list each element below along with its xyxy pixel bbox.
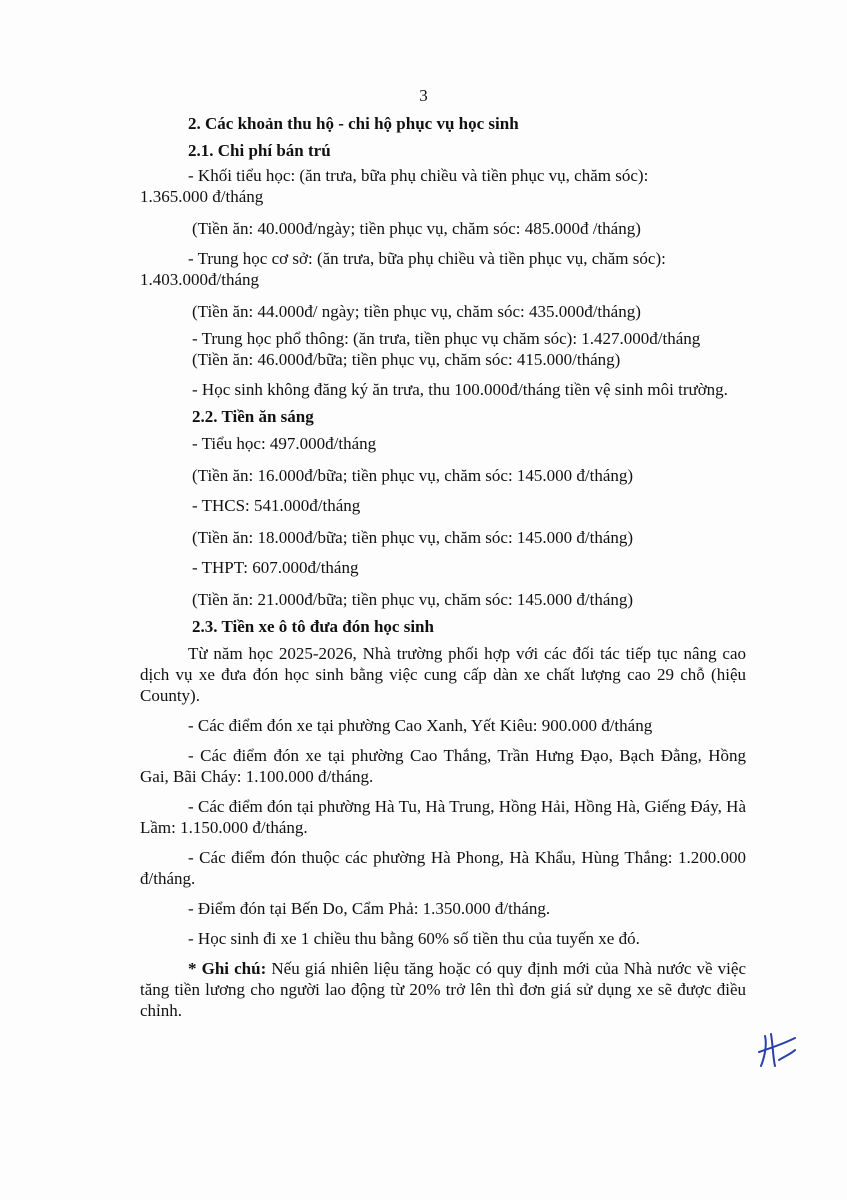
- secondary-boarding-amount: 1.403.000đ/tháng: [140, 270, 259, 289]
- secondary-boarding-detail: (Tiền ăn: 44.000đ/ ngày; tiền phục vụ, chăm sóc: 435.000đ/tháng): [192, 302, 641, 321]
- note-text: Nếu giá nhiên liệu tăng hoặc có quy định mới của Nhà nước về việc tăng tiền lương cho người lao động từ 20% trở lên thì đơn giá sử dụng xe sẽ được điều chỉnh.: [140, 959, 746, 1020]
- initials-signature: [757, 1030, 797, 1070]
- subsection-heading-2-3: 2.3. Tiền xe ô tô đưa đón học sinh: [192, 617, 434, 636]
- subsection-heading-2-2: 2.2. Tiền ăn sáng: [192, 407, 314, 426]
- section-heading: 2. Các khoản thu hộ - chi hộ phục vụ học sinh: [188, 114, 519, 133]
- subsection-heading-2-1: 2.1. Chi phí bán trú: [188, 141, 331, 160]
- document-body: [140, 113, 746, 1021]
- bus-pickup-ben-do: - Điểm đón tại Bến Do, Cẩm Phả: 1.350.000 đ/tháng.: [188, 899, 551, 918]
- page-number: 3: [419, 86, 428, 105]
- breakfast-thcs-detail: (Tiền ăn: 18.000đ/bữa; tiền phục vụ, chăm sóc: 145.000 đ/tháng): [192, 528, 634, 547]
- primary-boarding-amount: 1.365.000 đ/tháng: [140, 187, 264, 206]
- secondary-boarding-line: - Trung học cơ sở: (ăn trưa, bữa phụ chiều và tiền phục vụ, chăm sóc):: [188, 249, 666, 268]
- bus-intro: Từ năm học 2025-2026, Nhà trường phối hợp với các đối tác tiếp tục nâng cao dịch vụ xe đưa đón học sinh bằng việc cung cấp dàn xe chất lượng cao 29 chỗ (hiệu County).: [140, 644, 746, 705]
- breakfast-thpt-detail: (Tiền ăn: 21.000đ/bữa; tiền phục vụ, chăm sóc: 145.000 đ/tháng): [192, 590, 634, 609]
- high-boarding-line: - Trung học phổ thông: (ăn trưa, tiền phục vụ chăm sóc): 1.427.000đ/tháng: [192, 329, 701, 348]
- bus-pickup-cao-thang: - Các điểm đón xe tại phường Cao Thắng, Trần Hưng Đạo, Bạch Đằng, Hồng Gai, Bãi Cháy: 1.100.000 đ/tháng.: [140, 746, 746, 786]
- note-label: * Ghi chú:: [188, 959, 267, 978]
- primary-boarding-line: - Khối tiểu học: (ăn trưa, bữa phụ chiều và tiền phục vụ, chăm sóc):: [188, 166, 649, 185]
- primary-boarding-detail: (Tiền ăn: 40.000đ/ngày; tiền phục vụ, chăm sóc: 485.000đ /tháng): [192, 219, 641, 238]
- breakfast-thpt: - THPT: 607.000đ/tháng: [192, 558, 359, 577]
- breakfast-primary: - Tiểu học: 497.000đ/tháng: [192, 434, 377, 453]
- bus-pickup-cao-xanh: - Các điểm đón xe tại phường Cao Xanh, Yết Kiêu: 900.000 đ/tháng: [188, 716, 653, 735]
- bus-pickup-ha-phong: - Các điểm đón thuộc các phường Hà Phong, Hà Khẩu, Hùng Thắng: 1.200.000 đ/tháng.: [140, 848, 746, 888]
- no-lunch-fee: - Học sinh không đăng ký ăn trưa, thu 100.000đ/tháng tiền vệ sinh môi trường.: [192, 380, 728, 399]
- note-paragraph: [140, 958, 746, 1021]
- high-boarding-detail: (Tiền ăn: 46.000đ/bữa; tiền phục vụ, chăm sóc: 415.000/tháng): [192, 350, 621, 369]
- breakfast-thcs: - THCS: 541.000đ/tháng: [192, 496, 361, 515]
- breakfast-primary-detail: (Tiền ăn: 16.000đ/bữa; tiền phục vụ, chăm sóc: 145.000 đ/tháng): [192, 466, 634, 485]
- bus-one-way: - Học sinh đi xe 1 chiều thu bằng 60% số tiền thu của tuyến xe đó.: [188, 929, 640, 948]
- bus-pickup-ha-tu: - Các điểm đón tại phường Hà Tu, Hà Trung, Hồng Hải, Hồng Hà, Giếng Đáy, Hà Lầm: 1.150.000 đ/tháng.: [140, 797, 746, 837]
